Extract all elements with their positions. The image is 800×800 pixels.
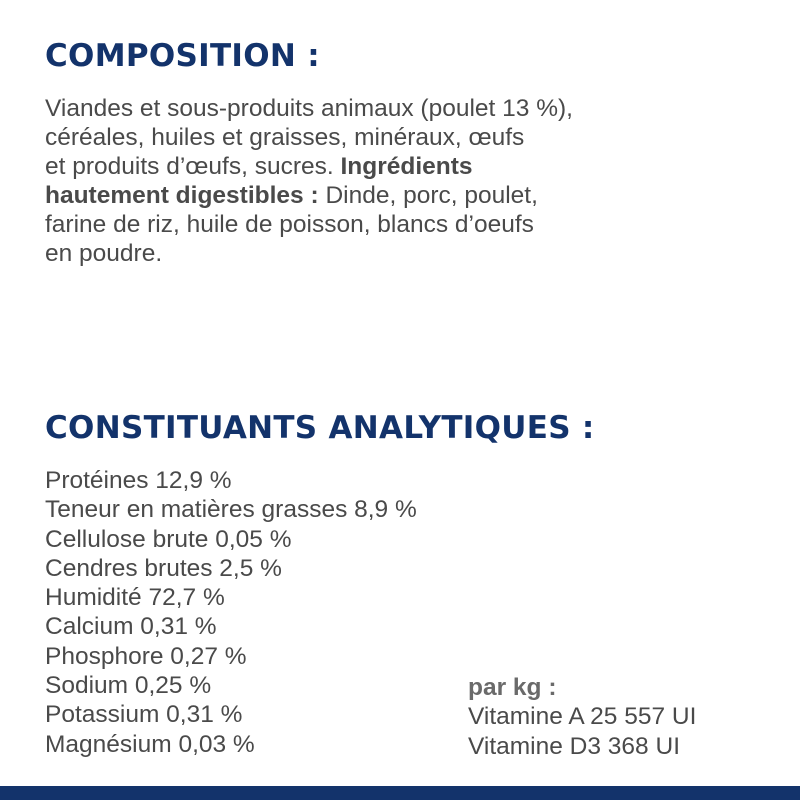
vitamins-block — [468, 673, 696, 761]
composition-bold-text: Ingrédients — [340, 153, 473, 180]
composition-text — [45, 94, 745, 268]
list-item: Calcium 0,31 % — [45, 613, 217, 641]
list-item: Potassium 0,31 % — [45, 701, 243, 729]
vitamins-title: par kg : — [468, 674, 557, 701]
list-item: Teneur en matières grasses 8,9 % — [45, 496, 417, 524]
list-item: Cellulose brute 0,05 % — [45, 525, 292, 553]
vitamin-item: Vitamine A 25 557 UI — [468, 703, 697, 731]
composition-line: céréales, huiles et graisses, minéraux, œufs — [45, 124, 525, 151]
bottom-bar — [0, 786, 800, 800]
list-item: Phosphore 0,27 % — [45, 642, 247, 670]
list-item: Sodium 0,25 % — [45, 672, 212, 700]
composition-line: Dinde, porc, poulet, — [318, 182, 538, 209]
analytics-list — [45, 466, 417, 759]
composition-line: farine de riz, huile de poisson, blancs d’oeufs — [45, 211, 534, 238]
composition-line: en poudre. — [45, 240, 163, 267]
list-item: Humidité 72,7 % — [45, 584, 225, 612]
composition-heading: COMPOSITION : — [45, 38, 320, 74]
list-item: Cendres brutes 2,5 % — [45, 554, 282, 582]
composition-line: et produits d’œufs, sucres. — [45, 153, 341, 180]
analytics-heading: CONSTITUANTS ANALYTIQUES : — [45, 410, 595, 446]
list-item: Protéines 12,9 % — [45, 467, 232, 494]
composition-line: Viandes et sous-produits animaux (poulet 13 %), — [45, 95, 573, 122]
composition-bold-text: hautement digestibles : — [45, 182, 319, 209]
vitamin-item: Vitamine D3 368 UI — [468, 732, 680, 760]
list-item: Magnésium 0,03 % — [45, 730, 255, 758]
